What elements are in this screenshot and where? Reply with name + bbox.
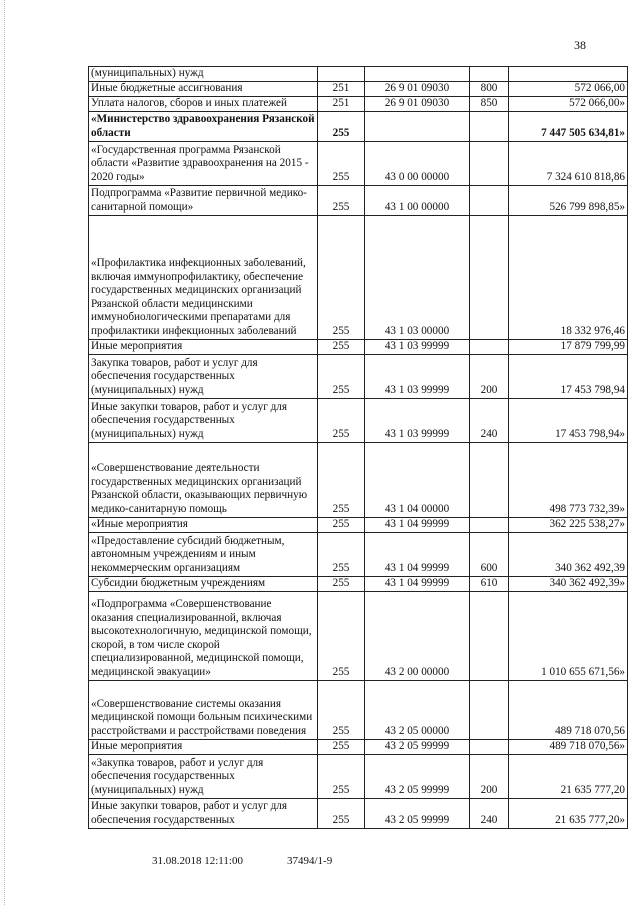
row-ved-cell: 255 [318, 215, 365, 339]
row-vr-cell [470, 111, 509, 141]
row-sum-cell: 498 773 732,39» [509, 442, 628, 517]
row-name-cell: «Иные мероприятия [89, 517, 318, 532]
row-csr-cell [365, 67, 470, 82]
row-vr-cell [470, 339, 509, 354]
row-vr-cell: 240 [470, 798, 509, 828]
row-csr-cell: 43 1 03 00000 [365, 215, 470, 339]
table-row [89, 798, 628, 828]
row-csr-cell: 43 1 04 00000 [365, 442, 470, 517]
row-csr-cell: 26 9 01 09030 [365, 96, 470, 111]
row-ved-cell: 255 [318, 339, 365, 354]
row-csr-cell: 43 2 05 00000 [365, 680, 470, 739]
row-name-cell: «Подпрограмма «Совершенствование оказания специализированной, включая высокотехнологичную, медицинской помощи, скорой, в том числе скорой специализированной, медицинской помощи, медицинской эвакуации» [89, 591, 318, 680]
table-row [89, 354, 628, 398]
row-sum-cell: 17 879 799,99 [509, 339, 628, 354]
row-name-cell: Подпрограмма «Развитие первичной медико-санитарной помощи» [89, 185, 318, 215]
table-row [89, 442, 628, 517]
row-vr-cell [470, 215, 509, 339]
row-csr-cell: 43 1 03 99999 [365, 354, 470, 398]
row-vr-cell [470, 739, 509, 754]
row-vr-cell [470, 442, 509, 517]
footer-doc-id: 37494/1-9 [287, 855, 333, 867]
row-ved-cell: 255 [318, 517, 365, 532]
row-vr-cell: 240 [470, 398, 509, 442]
table-row [89, 739, 628, 754]
row-name-cell: Иные мероприятия [89, 339, 318, 354]
row-sum-cell: 18 332 976,46 [509, 215, 628, 339]
row-name-cell: «Совершенствование деятельности государственных медицинских организаций Рязанской области, оказывающих первичную медико-санитарную помощь [89, 442, 318, 517]
row-name-cell: Иные закупки товаров, работ и услуг для обеспечения государственных [89, 798, 318, 828]
table-row [89, 67, 628, 82]
row-name-cell: «Совершенствование системы оказания медицинской помощи больным психическими расстройствами и расстройствами поведения [89, 680, 318, 739]
row-vr-cell [470, 141, 509, 185]
row-csr-cell: 43 2 05 99999 [365, 798, 470, 828]
row-vr-cell: 800 [470, 81, 509, 96]
row-vr-cell: 200 [470, 754, 509, 798]
row-csr-cell: 43 2 05 99999 [365, 739, 470, 754]
row-ved-cell: 255 [318, 739, 365, 754]
row-sum-cell: 572 066,00» [509, 96, 628, 111]
row-sum-cell: 1 010 655 671,56» [509, 591, 628, 680]
row-csr-cell: 43 1 04 99999 [365, 576, 470, 591]
row-sum-cell: 17 453 798,94 [509, 354, 628, 398]
row-ved-cell: 255 [318, 185, 365, 215]
row-csr-cell: 26 9 01 09030 [365, 81, 470, 96]
row-csr-cell [365, 111, 470, 141]
row-name-cell: «Министерство здравоохранения Рязанской области [89, 111, 318, 141]
table-row [89, 96, 628, 111]
row-name-cell: Иные мероприятия [89, 739, 318, 754]
row-ved-cell: 255 [318, 798, 365, 828]
row-name-cell: (муниципальных) нужд [89, 67, 318, 82]
row-vr-cell: 600 [470, 532, 509, 576]
row-csr-cell: 43 2 05 99999 [365, 754, 470, 798]
table-row [89, 398, 628, 442]
row-name-cell: «Профилактика инфекционных заболеваний, включая иммунопрофилактику, обеспечение государственных медицинских организаций Рязанской области медицинскими иммунобиологическими препаратами для профилактики инфекционных заболеваний [89, 215, 318, 339]
row-sum-cell: 7 324 610 818,86 [509, 141, 628, 185]
row-sum-cell: 489 718 070,56 [509, 680, 628, 739]
row-ved-cell: 255 [318, 141, 365, 185]
row-vr-cell [470, 591, 509, 680]
row-name-cell: «Предоставление субсидий бюджетным, автономным учреждениям и иным некоммерческим организациям [89, 532, 318, 576]
row-sum-cell: 7 447 505 634,81» [509, 111, 628, 141]
row-sum-cell: 526 799 898,85» [509, 185, 628, 215]
row-csr-cell: 43 1 03 99999 [365, 398, 470, 442]
table-body [89, 67, 628, 829]
row-ved-cell: 255 [318, 576, 365, 591]
row-name-cell: Иные бюджетные ассигнования [89, 81, 318, 96]
row-ved-cell: 255 [318, 591, 365, 680]
row-csr-cell: 43 0 00 00000 [365, 141, 470, 185]
page-number: 38 [574, 38, 586, 52]
row-sum-cell: 340 362 492,39» [509, 576, 628, 591]
row-sum-cell [509, 67, 628, 82]
table-row [89, 185, 628, 215]
row-vr-cell: 850 [470, 96, 509, 111]
row-ved-cell: 251 [318, 81, 365, 96]
footer-timestamp: 31.08.2018 12:11:00 [152, 855, 243, 867]
row-ved-cell: 255 [318, 111, 365, 141]
row-sum-cell: 362 225 538,27» [509, 517, 628, 532]
row-csr-cell: 43 1 04 99999 [365, 532, 470, 576]
row-vr-cell: 610 [470, 576, 509, 591]
row-name-cell: Закупка товаров, работ и услуг для обеспечения государственных (муниципальных) нужд [89, 354, 318, 398]
table-row [89, 517, 628, 532]
row-ved-cell: 255 [318, 754, 365, 798]
row-sum-cell: 572 066,00 [509, 81, 628, 96]
row-vr-cell [470, 185, 509, 215]
row-ved-cell: 255 [318, 680, 365, 739]
table-row [89, 215, 628, 339]
row-csr-cell: 43 1 03 99999 [365, 339, 470, 354]
table-row [89, 339, 628, 354]
row-name-cell: «Закупка товаров, работ и услуг для обеспечения государственных (муниципальных) нужд [89, 754, 318, 798]
row-ved-cell: 255 [318, 354, 365, 398]
row-ved-cell: 255 [318, 442, 365, 517]
table-row [89, 111, 628, 141]
row-csr-cell: 43 1 00 00000 [365, 185, 470, 215]
table-row [89, 141, 628, 185]
row-name-cell: «Государственная программа Рязанской области «Развитие здравоохранения на 2015 - 2020 годы» [89, 141, 318, 185]
row-name-cell: Иные закупки товаров, работ и услуг для обеспечения государственных (муниципальных) нужд [89, 398, 318, 442]
table-row [89, 680, 628, 739]
budget-table [88, 66, 628, 829]
row-vr-cell [470, 680, 509, 739]
row-vr-cell: 200 [470, 354, 509, 398]
row-csr-cell: 43 1 04 99999 [365, 517, 470, 532]
table-row [89, 532, 628, 576]
row-ved-cell: 255 [318, 532, 365, 576]
table-row [89, 81, 628, 96]
row-ved-cell: 251 [318, 96, 365, 111]
table-row [89, 591, 628, 680]
row-ved-cell: 255 [318, 398, 365, 442]
row-name-cell: Субсидии бюджетным учреждениям [89, 576, 318, 591]
row-sum-cell: 17 453 798,94» [509, 398, 628, 442]
row-sum-cell: 489 718 070,56» [509, 739, 628, 754]
row-ved-cell [318, 67, 365, 82]
row-vr-cell [470, 517, 509, 532]
row-sum-cell: 340 362 492,39 [509, 532, 628, 576]
row-sum-cell: 21 635 777,20» [509, 798, 628, 828]
row-vr-cell [470, 67, 509, 82]
table-row [89, 576, 628, 591]
row-sum-cell: 21 635 777,20 [509, 754, 628, 798]
table-row [89, 754, 628, 798]
row-name-cell: Уплата налогов, сборов и иных платежей [89, 96, 318, 111]
row-csr-cell: 43 2 00 00000 [365, 591, 470, 680]
scan-edge-mark [4, 0, 6, 905]
